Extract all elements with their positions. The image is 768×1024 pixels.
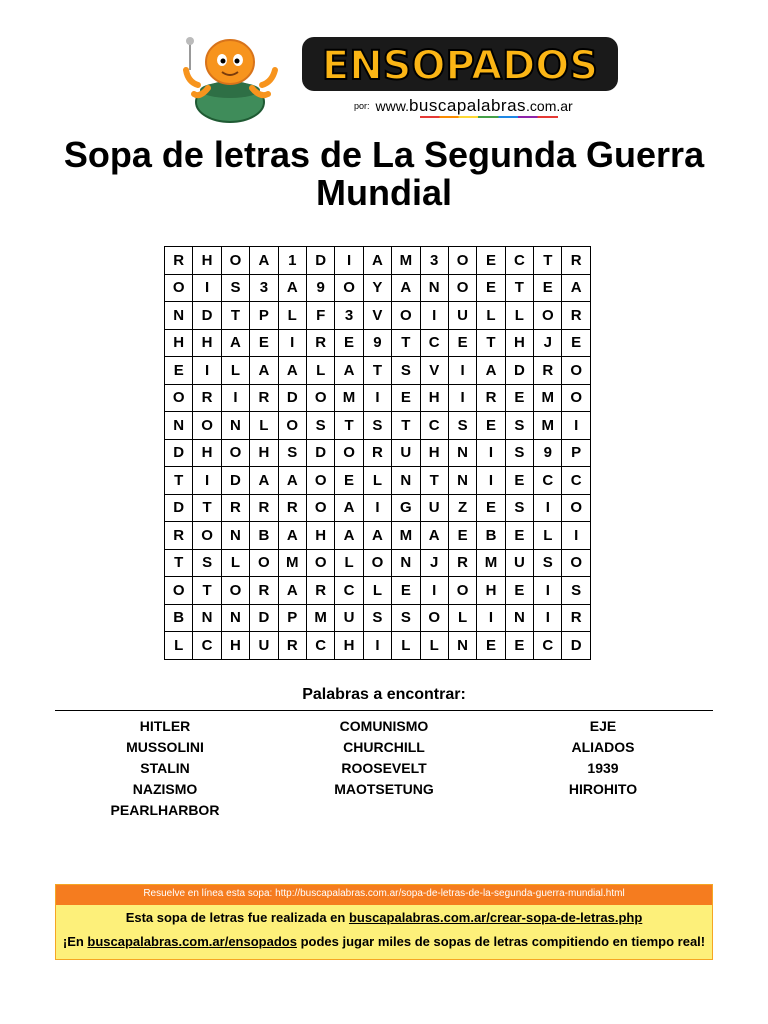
- grid-cell: M: [534, 384, 562, 412]
- grid-cell: O: [448, 274, 476, 302]
- grid-cell: A: [392, 274, 420, 302]
- word-item: COMUNISMO: [339, 718, 429, 734]
- grid-cell: E: [448, 522, 476, 550]
- grid-cell: O: [278, 412, 306, 440]
- grid-cell: A: [278, 274, 306, 302]
- footer-box: [55, 884, 713, 960]
- grid-cell: L: [250, 412, 278, 440]
- grid-cell: R: [250, 384, 278, 412]
- grid-cell: T: [534, 247, 562, 275]
- grid-cell: 1: [278, 247, 306, 275]
- grid-cell: A: [278, 357, 306, 385]
- grid-cell: O: [562, 494, 590, 522]
- grid-cell: O: [562, 384, 590, 412]
- grid-cell: O: [306, 494, 334, 522]
- grid-cell: D: [278, 384, 306, 412]
- grid-cell: I: [477, 467, 505, 495]
- grid-cell: A: [562, 274, 590, 302]
- footer-line-2-suffix: podes jugar miles de sopas de letras compitiendo en tiempo real!: [296, 934, 706, 949]
- word-item: ROOSEVELT: [341, 760, 427, 776]
- grid-cell: R: [250, 494, 278, 522]
- footer-line-2: [56, 929, 712, 953]
- byline: [354, 96, 573, 116]
- grid-cell: O: [165, 577, 193, 605]
- grid-cell: S: [306, 412, 334, 440]
- grid-cell: I: [363, 632, 391, 660]
- grid-cell: A: [335, 357, 363, 385]
- octopus-mascot-icon: [180, 30, 280, 125]
- grid-row: [165, 247, 591, 275]
- grid-cell: I: [562, 522, 590, 550]
- grid-cell: S: [278, 439, 306, 467]
- grid-cell: U: [420, 494, 448, 522]
- grid-cell: I: [477, 439, 505, 467]
- grid-cell: 3: [420, 247, 448, 275]
- grid-cell: R: [477, 384, 505, 412]
- grid-cell: E: [250, 329, 278, 357]
- grid-cell: J: [420, 549, 448, 577]
- grid-cell: L: [534, 522, 562, 550]
- grid-cell: O: [306, 549, 334, 577]
- grid-cell: O: [221, 577, 249, 605]
- grid-cell: R: [306, 329, 334, 357]
- byline-prefix: por:: [354, 101, 370, 111]
- footer-line-1-text: Esta sopa de letras fue realizada en: [125, 910, 349, 925]
- grid-row: [165, 577, 591, 605]
- byline-tld: .com.ar: [526, 98, 573, 114]
- grid-cell: D: [193, 302, 221, 330]
- grid-cell: S: [505, 494, 533, 522]
- grid-cell: M: [477, 549, 505, 577]
- grid-cell: S: [505, 412, 533, 440]
- grid-cell: E: [335, 329, 363, 357]
- grid-cell: O: [193, 522, 221, 550]
- grid-cell: R: [221, 494, 249, 522]
- grid-cell: R: [306, 577, 334, 605]
- grid-cell: S: [193, 549, 221, 577]
- grid-cell: A: [278, 577, 306, 605]
- grid-cell: T: [392, 412, 420, 440]
- grid-cell: R: [165, 247, 193, 275]
- grid-cell: Z: [448, 494, 476, 522]
- grid-cell: L: [420, 632, 448, 660]
- footer-line-2-prefix: ¡En: [62, 934, 88, 949]
- grid-cell: R: [562, 247, 590, 275]
- grid-cell: B: [477, 522, 505, 550]
- grid-cell: N: [221, 412, 249, 440]
- grid-cell: I: [534, 577, 562, 605]
- grid-cell: T: [165, 549, 193, 577]
- ensopados-link[interactable]: buscapalabras.com.ar/ensopados: [87, 934, 297, 949]
- grid-cell: I: [448, 384, 476, 412]
- word-item: EJE: [589, 718, 617, 734]
- grid-cell: L: [165, 632, 193, 660]
- grid-row: [165, 604, 591, 632]
- grid-cell: O: [335, 439, 363, 467]
- grid-cell: C: [306, 632, 334, 660]
- grid-row: [165, 439, 591, 467]
- grid-cell: A: [278, 522, 306, 550]
- grid-cell: A: [335, 522, 363, 550]
- grid-cell: T: [165, 467, 193, 495]
- grid-cell: O: [420, 604, 448, 632]
- word-list-column-3: [493, 716, 713, 800]
- grid-cell: A: [363, 247, 391, 275]
- grid-cell: T: [505, 274, 533, 302]
- grid-cell: C: [193, 632, 221, 660]
- grid-cell: T: [193, 577, 221, 605]
- grid-cell: O: [562, 549, 590, 577]
- grid-cell: O: [306, 384, 334, 412]
- word-item: HIROHITO: [568, 781, 638, 797]
- page-header: [0, 0, 768, 130]
- grid-cell: A: [420, 522, 448, 550]
- grid-cell: E: [477, 632, 505, 660]
- grid-cell: I: [448, 357, 476, 385]
- svg-text:ENSOPADOS: ENSOPADOS: [321, 43, 599, 89]
- solve-online-link[interactable]: Resuelve en línea esta sopa: http://buscapalabras.com.ar/sopa-de-letras-de-la-segunda-guerra-mundial.html: [56, 885, 712, 905]
- grid-cell: A: [250, 357, 278, 385]
- grid-cell: R: [278, 494, 306, 522]
- grid-cell: U: [250, 632, 278, 660]
- grid-cell: D: [250, 604, 278, 632]
- grid-cell: I: [477, 604, 505, 632]
- word-item: MAOTSETUNG: [334, 781, 434, 797]
- word-list-column-2: [274, 716, 494, 800]
- grid-cell: E: [335, 467, 363, 495]
- grid-cell: O: [165, 384, 193, 412]
- grid-cell: R: [448, 549, 476, 577]
- word-list-divider: [55, 710, 713, 711]
- grid-cell: I: [363, 384, 391, 412]
- grid-cell: D: [165, 439, 193, 467]
- grid-cell: O: [448, 247, 476, 275]
- grid-cell: L: [221, 357, 249, 385]
- word-item: CHURCHILL: [343, 739, 425, 755]
- grid-cell: N: [448, 439, 476, 467]
- grid-cell: M: [534, 412, 562, 440]
- grid-row: [165, 632, 591, 660]
- grid-cell: T: [477, 329, 505, 357]
- grid-cell: A: [250, 467, 278, 495]
- grid-cell: H: [193, 247, 221, 275]
- footer-body: [56, 905, 712, 959]
- grid-cell: H: [221, 632, 249, 660]
- grid-cell: O: [306, 467, 334, 495]
- grid-cell: P: [250, 302, 278, 330]
- grid-cell: I: [420, 577, 448, 605]
- grid-cell: N: [193, 604, 221, 632]
- grid-cell: B: [165, 604, 193, 632]
- grid-cell: P: [278, 604, 306, 632]
- grid-cell: H: [306, 522, 334, 550]
- grid-cell: I: [193, 357, 221, 385]
- byline-rainbow-underline: [420, 116, 558, 118]
- grid-cell: R: [363, 439, 391, 467]
- grid-cell: L: [505, 302, 533, 330]
- grid-cell: E: [477, 274, 505, 302]
- grid-cell: L: [306, 357, 334, 385]
- grid-cell: C: [562, 467, 590, 495]
- grid-cell: C: [534, 467, 562, 495]
- footer-line-1: [56, 905, 712, 929]
- grid-cell: L: [363, 467, 391, 495]
- grid-cell: A: [250, 247, 278, 275]
- grid-cell: H: [335, 632, 363, 660]
- word-item: NAZISMO: [132, 781, 198, 797]
- grid-cell: U: [335, 604, 363, 632]
- grid-cell: S: [221, 274, 249, 302]
- grid-cell: U: [448, 302, 476, 330]
- grid-cell: A: [335, 494, 363, 522]
- create-puzzle-link[interactable]: buscapalabras.com.ar/crear-sopa-de-letras.php: [348, 910, 643, 925]
- grid-cell: M: [335, 384, 363, 412]
- grid-cell: D: [306, 439, 334, 467]
- grid-cell: S: [448, 412, 476, 440]
- grid-cell: N: [165, 302, 193, 330]
- grid-cell: R: [562, 302, 590, 330]
- grid-cell: U: [505, 549, 533, 577]
- grid-cell: E: [165, 357, 193, 385]
- grid-cell: J: [534, 329, 562, 357]
- word-item: 1939: [587, 760, 619, 776]
- grid-cell: 9: [306, 274, 334, 302]
- grid-cell: C: [505, 247, 533, 275]
- grid-cell: I: [363, 494, 391, 522]
- grid-cell: C: [335, 577, 363, 605]
- grid-cell: H: [420, 439, 448, 467]
- page-title: Sopa de letras de La Segunda Guerra Mundial: [63, 134, 705, 213]
- grid-cell: C: [420, 412, 448, 440]
- grid-cell: E: [448, 329, 476, 357]
- grid-cell: N: [392, 467, 420, 495]
- grid-cell: M: [392, 522, 420, 550]
- grid-cell: H: [165, 329, 193, 357]
- grid-row: [165, 357, 591, 385]
- grid-cell: R: [278, 632, 306, 660]
- grid-cell: E: [505, 522, 533, 550]
- grid-cell: E: [505, 632, 533, 660]
- grid-cell: N: [505, 604, 533, 632]
- grid-cell: N: [392, 549, 420, 577]
- grid-cell: N: [420, 274, 448, 302]
- grid-row: [165, 522, 591, 550]
- grid-cell: P: [562, 439, 590, 467]
- grid-cell: L: [363, 577, 391, 605]
- grid-cell: O: [448, 577, 476, 605]
- grid-cell: N: [221, 604, 249, 632]
- grid-cell: H: [193, 329, 221, 357]
- grid-cell: L: [392, 632, 420, 660]
- grid-cell: I: [420, 302, 448, 330]
- grid-cell: T: [335, 412, 363, 440]
- grid-cell: S: [363, 604, 391, 632]
- grid-cell: S: [534, 549, 562, 577]
- grid-cell: T: [420, 467, 448, 495]
- grid-cell: S: [392, 357, 420, 385]
- grid-cell: L: [278, 302, 306, 330]
- word-list-column-1: [55, 716, 275, 821]
- grid-cell: E: [392, 577, 420, 605]
- grid-row: [165, 302, 591, 330]
- grid-cell: E: [505, 384, 533, 412]
- grid-cell: T: [221, 302, 249, 330]
- grid-cell: E: [534, 274, 562, 302]
- grid-row: [165, 274, 591, 302]
- grid-cell: M: [278, 549, 306, 577]
- grid-cell: I: [562, 412, 590, 440]
- grid-cell: O: [562, 357, 590, 385]
- grid-cell: L: [448, 604, 476, 632]
- grid-cell: I: [278, 329, 306, 357]
- grid-cell: B: [250, 522, 278, 550]
- grid-cell: N: [448, 467, 476, 495]
- grid-cell: I: [193, 274, 221, 302]
- grid-cell: V: [420, 357, 448, 385]
- grid-cell: M: [392, 247, 420, 275]
- grid-cell: O: [250, 549, 278, 577]
- word-item: HITLER: [139, 718, 191, 734]
- grid-cell: M: [306, 604, 334, 632]
- grid-cell: H: [505, 329, 533, 357]
- grid-cell: N: [221, 522, 249, 550]
- grid-cell: D: [306, 247, 334, 275]
- grid-cell: T: [363, 357, 391, 385]
- grid-cell: R: [534, 357, 562, 385]
- grid-cell: R: [562, 604, 590, 632]
- word-item: PEARLHARBOR: [110, 802, 220, 818]
- grid-cell: E: [505, 577, 533, 605]
- grid-cell: A: [477, 357, 505, 385]
- word-list-title: Palabras a encontrar:: [302, 686, 466, 703]
- grid-row: [165, 412, 591, 440]
- grid-cell: 3: [335, 302, 363, 330]
- grid-cell: L: [335, 549, 363, 577]
- grid-cell: F: [306, 302, 334, 330]
- grid-cell: O: [165, 274, 193, 302]
- grid-cell: G: [392, 494, 420, 522]
- grid-cell: N: [448, 632, 476, 660]
- grid-row: [165, 329, 591, 357]
- grid-cell: O: [534, 302, 562, 330]
- grid-cell: D: [505, 357, 533, 385]
- grid-cell: I: [193, 467, 221, 495]
- grid-cell: O: [363, 549, 391, 577]
- grid-cell: H: [250, 439, 278, 467]
- grid-cell: O: [221, 247, 249, 275]
- grid-cell: L: [221, 549, 249, 577]
- grid-cell: L: [477, 302, 505, 330]
- grid-cell: U: [392, 439, 420, 467]
- grid-cell: S: [562, 577, 590, 605]
- grid-row: [165, 384, 591, 412]
- grid-cell: O: [392, 302, 420, 330]
- grid-cell: O: [193, 412, 221, 440]
- grid-cell: 9: [534, 439, 562, 467]
- word-item: ALIADOS: [571, 739, 635, 755]
- grid-cell: E: [505, 467, 533, 495]
- word-item: MUSSOLINI: [126, 739, 204, 755]
- grid-cell: E: [477, 494, 505, 522]
- word-item: STALIN: [140, 760, 190, 776]
- word-search-grid: [164, 246, 591, 660]
- grid-cell: H: [420, 384, 448, 412]
- byline-www: www.: [375, 98, 409, 114]
- grid-cell: D: [165, 494, 193, 522]
- grid-cell: N: [165, 412, 193, 440]
- byline-brand: buscapalabras: [408, 96, 527, 115]
- grid-cell: T: [392, 329, 420, 357]
- grid-cell: E: [392, 384, 420, 412]
- grid-cell: I: [221, 384, 249, 412]
- grid-cell: R: [165, 522, 193, 550]
- grid-cell: R: [250, 577, 278, 605]
- grid-cell: A: [363, 522, 391, 550]
- grid-cell: R: [193, 384, 221, 412]
- grid-cell: C: [534, 632, 562, 660]
- grid-row: [165, 494, 591, 522]
- grid-cell: A: [221, 329, 249, 357]
- grid-row: [165, 549, 591, 577]
- grid-cell: H: [477, 577, 505, 605]
- grid-cell: H: [193, 439, 221, 467]
- grid-cell: S: [363, 412, 391, 440]
- grid-cell: D: [562, 632, 590, 660]
- grid-cell: I: [534, 494, 562, 522]
- grid-cell: O: [335, 274, 363, 302]
- grid-cell: E: [562, 329, 590, 357]
- grid-cell: D: [221, 467, 249, 495]
- grid-cell: I: [534, 604, 562, 632]
- grid-cell: E: [477, 247, 505, 275]
- grid-cell: S: [505, 439, 533, 467]
- grid-cell: C: [420, 329, 448, 357]
- grid-cell: Y: [363, 274, 391, 302]
- grid-cell: I: [335, 247, 363, 275]
- grid-cell: T: [193, 494, 221, 522]
- grid-cell: O: [221, 439, 249, 467]
- grid-cell: E: [477, 412, 505, 440]
- grid-cell: 9: [363, 329, 391, 357]
- grid-cell: S: [392, 604, 420, 632]
- grid-row: [165, 467, 591, 495]
- ensopados-logo: [300, 33, 620, 95]
- grid-cell: A: [278, 467, 306, 495]
- grid-cell: 3: [250, 274, 278, 302]
- grid-cell: V: [363, 302, 391, 330]
